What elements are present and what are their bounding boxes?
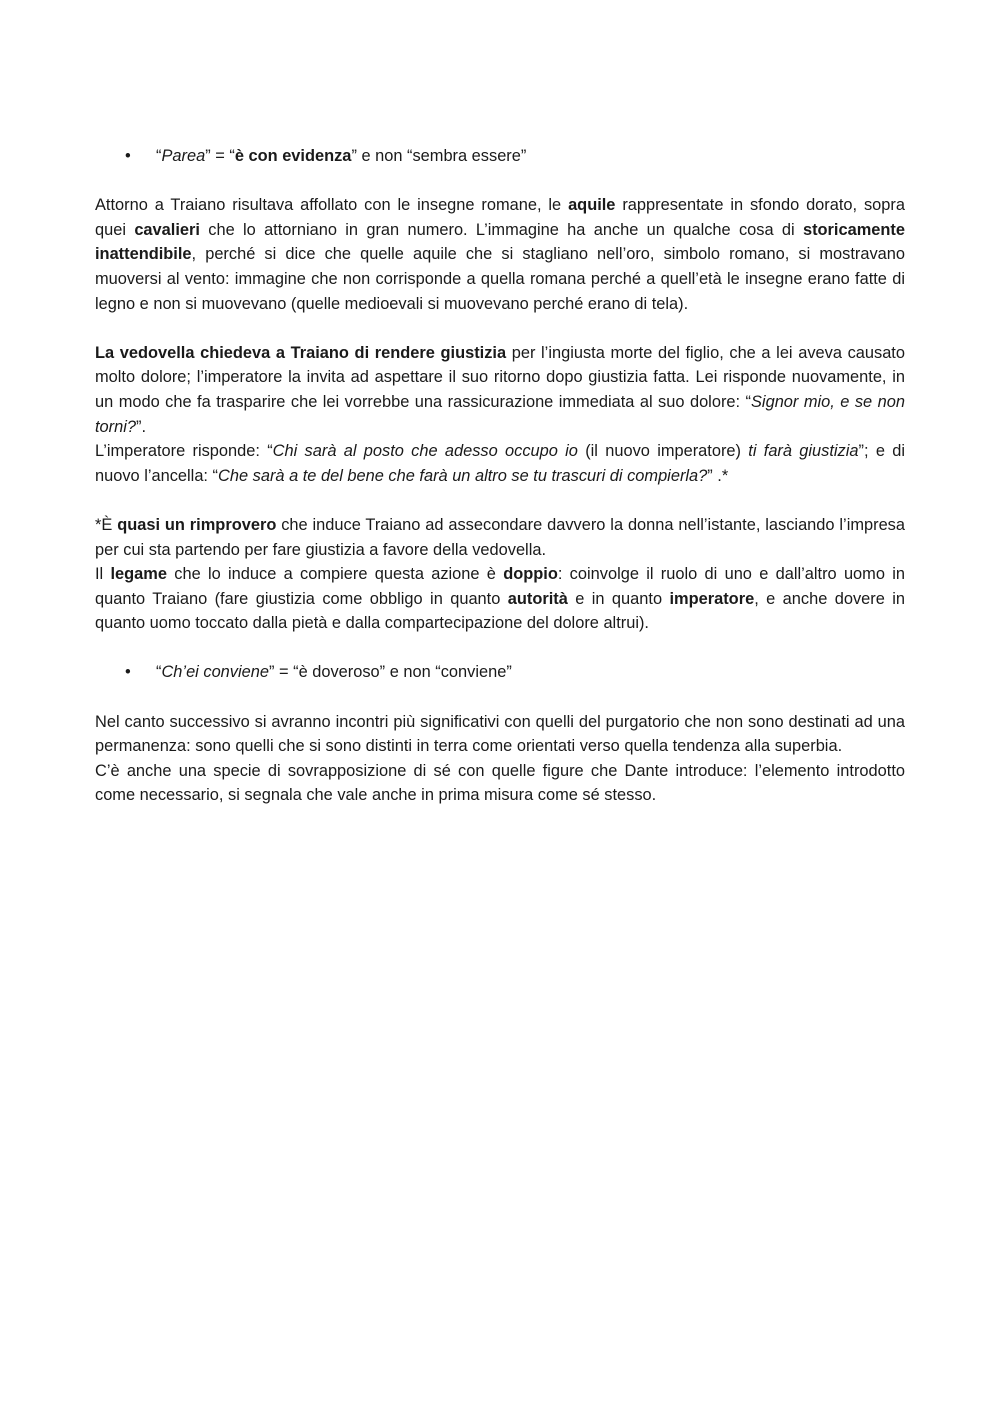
term-parea: Parea [161, 147, 206, 165]
term-chei-conviene: Ch’ei conviene [161, 663, 269, 682]
paragraph-legame: Il legame che lo induce a compiere questa azione è doppio: coinvolge il ruolo di uno e dall’altro uomo in quanto Traiano (fare giustizia come obbligo in quanto autorità e in quanto imperatore, e anche dovere in quanto uomo toccato dalla pietà e dalla compartecipazione del dolore altrui). [95, 565, 905, 633]
paragraph-imperatore: L’imperatore risponde: “Chi sarà al posto che adesso occupo io (il nuovo imperatore) ti farà giustizia”; e di nuovo l’ancella: “Che sarà a te del bene che farà un altro se tu trascuri di compierla?” .* [95, 442, 905, 485]
paragraph-rimprovero: *È quasi un rimprovero che induce Traiano ad assecondare davvero la donna nell’istante, lasciando l’impresa per cui sta partendo per fare giustizia a favore della vedovella. [95, 515, 905, 559]
document-page [95, 144, 905, 808]
bullet-dot: • [125, 147, 131, 165]
bullet-dot: • [125, 663, 131, 682]
paragraph-sovrapposizione: C’è anche una specie di sovrapposizione di sé con quelle figure che Dante introduce: l’elemento introdotto come necessario, si segnala che vale anche in prima misura come sé stesso. [95, 761, 905, 805]
paragraph-canto-successivo: Nel canto successivo si avranno incontri più significativi con quelli del purgatorio che non sono destinati ad una permanenza: sono quelli che si sono distinti in terra come orientati verso quella tendenza alla superbia. [95, 712, 905, 756]
paragraph-aquile: Attorno a Traiano risultava affollato con le insegne romane, le aquile rappresentate in sfondo dorato, sopra quei cavalieri che lo attorniano in gran numero. L’immagine ha anche un qualche cosa di storicamente inattendibile, perché si dice che quelle aquile che si stagliano nell’oro, simbolo romano, si mostravano muoversi al vento: immagine che non corrisponde a quella romana perché a quell’età le insegne erano fatte di legno e non si muovevano (quelle medioevali si muovevano perché erano di tela). [95, 196, 905, 313]
bullet-parea: • “Parea” = “è con evidenza” e non “sembra essere” [95, 144, 905, 169]
meaning-parea: è con evidenza [234, 147, 352, 165]
bullet-chei-conviene: • “Ch’ei conviene” = “è doveroso” e non “conviene” [95, 660, 905, 685]
paragraph-vedovella: La vedovella chiedeva a Traiano di rendere giustizia per l’ingiusta morte del figlio, che a lei aveva causato molto dolore; l’imperatore la invita ad aspettare il suo ritorno dopo giustizia fatta. Lei risponde nuovamente, in un modo che fa trasparire che lei vorrebbe una rassicurazione immediata al suo dolore: “Signor mio, e se non torni?”. [95, 343, 905, 436]
